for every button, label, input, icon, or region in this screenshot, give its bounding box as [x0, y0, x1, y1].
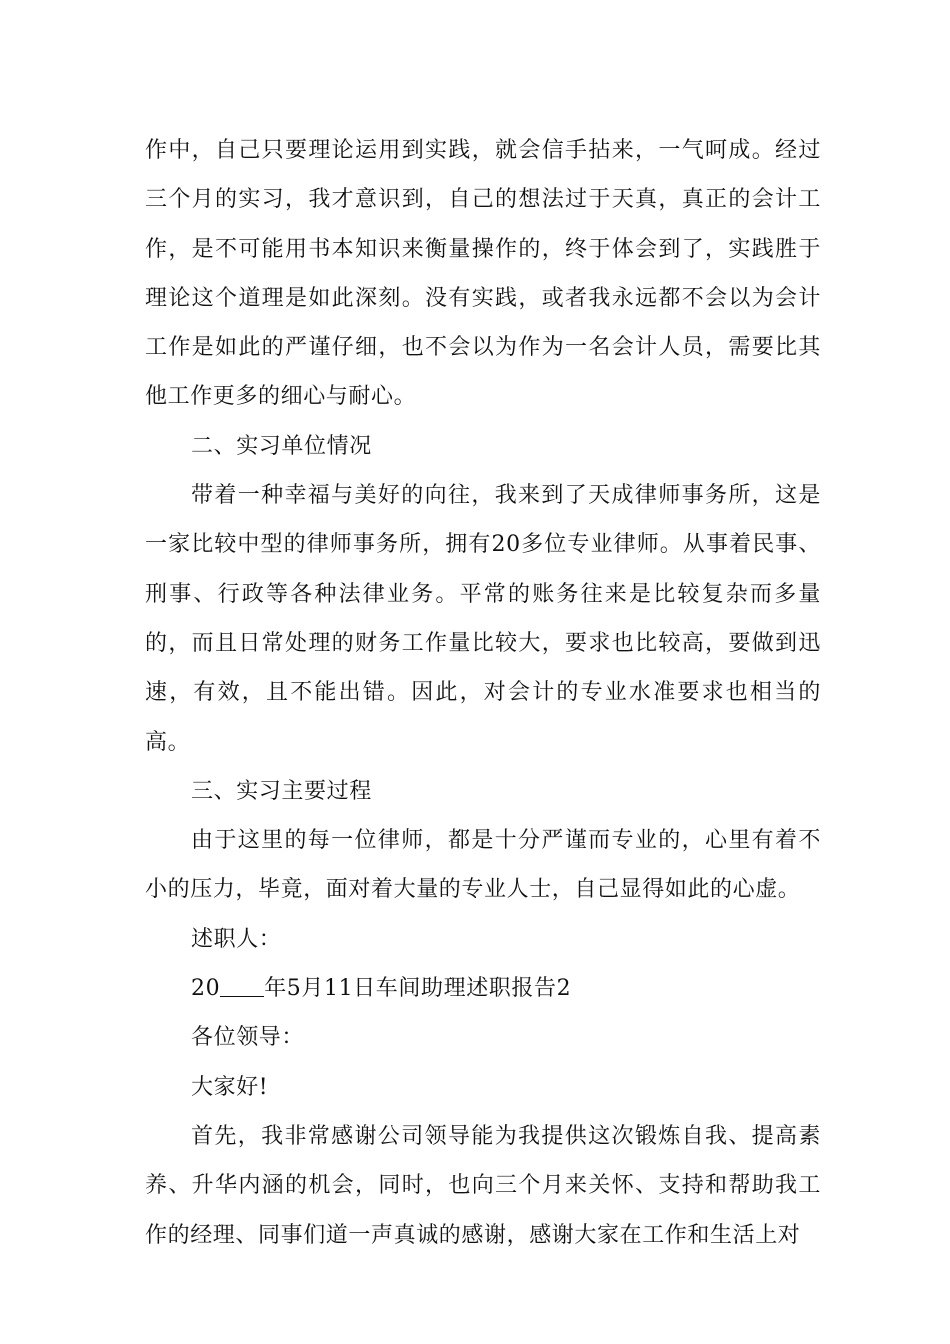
year-blank-underline	[220, 976, 264, 997]
section-heading-internship-unit: 二、实习单位情况	[191, 433, 372, 459]
section-heading-internship-process: 三、实习主要过程	[191, 778, 372, 804]
report-year-prefix: 20	[191, 976, 221, 1002]
report-title: 年5月11日车间助理述职报告2	[264, 976, 572, 1002]
salutation: 各位领导：	[191, 1025, 305, 1051]
paragraph-internship-process: 由于这里的每一位律师，都是十分严谨而专业的，心里有着不小的压力，毕竟，面对着大量的专业人士，自己显得如此的心虚。	[145, 828, 821, 903]
greeting: 大家好!	[191, 1074, 269, 1100]
paragraph-intro-continuation: 作中，自己只要理论运用到实践，就会信手拈来，一气呵成。经过三个月的实习，我才意识到，自己的想法过于天真，真正的会计工作，是不可能用书本知识来衡量操作的，终于体会到了，实践胜于理论这个道理是如此深刻。没有实践，或者我永远都不会以为会计工作是如此的严谨仔细，也不会以为作为一名会计人员，需要比其他工作更多的细心与耐心。	[145, 138, 821, 410]
paragraph-internship-unit: 带着一种幸福与美好的向往，我来到了天成律师事务所，这是一家比较中型的律师事务所，拥有20多位专业律师。从事着民事、刑事、行政等各种法律业务。平常的账务往来是比较复杂而多量的，而且日常处理的财务工作量比较大，要求也比较高，要做到迅速，有效，且不能出错。因此，对会计的专业水准要求也相当的高。	[145, 483, 821, 755]
signature-line: 述职人：	[191, 926, 282, 952]
paragraph-thanks: 首先，我非常感谢公司领导能为我提供这次锻炼自我、提高素养、升华内涵的机会，同时，也向三个月来关怀、支持和帮助我工作的经理、同事们道一声真诚的感谢，感谢大家在工作和生活上对	[145, 1123, 821, 1248]
report-title-line	[145, 964, 821, 1013]
document-body	[145, 126, 821, 1260]
